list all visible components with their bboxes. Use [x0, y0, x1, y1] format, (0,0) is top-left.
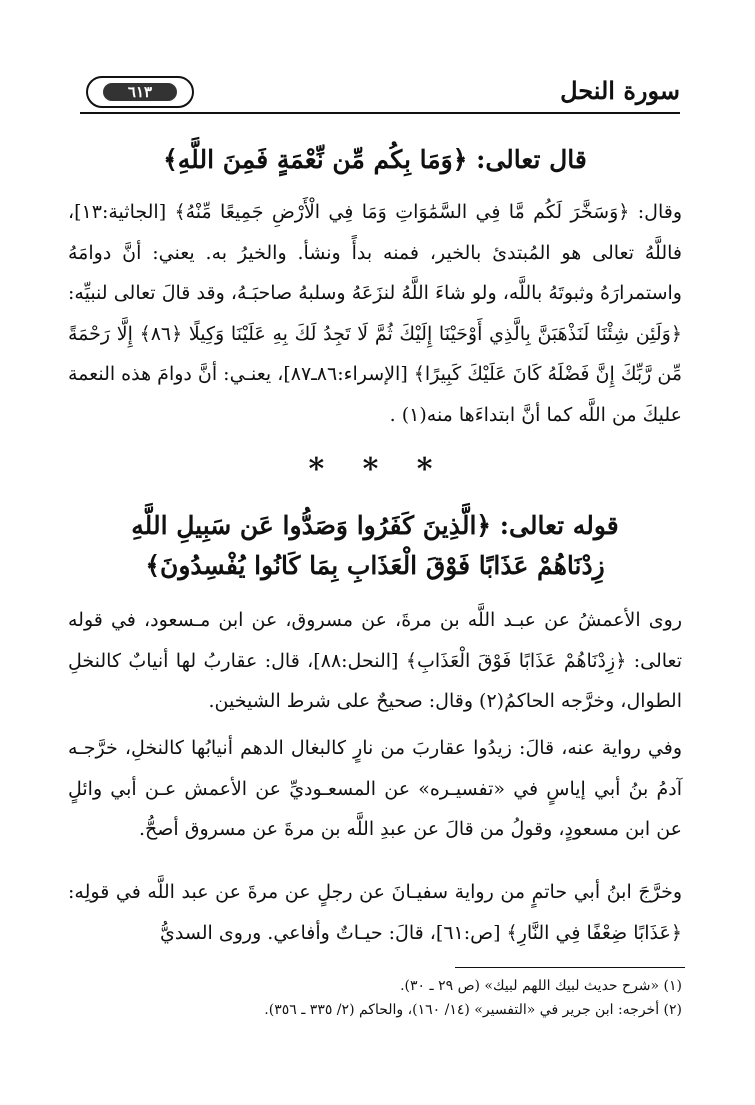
section-separator: * * * [308, 452, 447, 487]
header-divider [80, 112, 680, 114]
footnote-1: (١) «شرح حديث لبيك اللهم لبيك» (ص ٢٩ ـ ٣٠). [400, 978, 682, 994]
section2-heading-line1: قوله تعالى: ﴿الَّذِينَ كَفَرُوا وَصَدُّوا عَن سَبِيلِ اللَّهِ [131, 511, 619, 540]
section2-paragraph-1: روى الأعمشُ عن عبـد اللَّه بن مرةَ، عن مسروق، عن ابن مـسعود، في قوله تعالى: ﴿زِدْنَاهُمْ عَذَابًا فَوْقَ الْعَذَابِ﴾ [النحل:٨٨]، قال: عقاربُ لها أنيابٌ كالنخلِ الطوال، وخرَّجه الحاكمُ(٢) وقال: صحيحٌ على شرط الشيخين. [68, 609, 682, 712]
page-number: ٦١٣ [103, 83, 177, 101]
surah-title: سورة النحل [560, 76, 680, 105]
footnote-2: (٢) أخرجه: ابن جرير في «التفسير» (١٤/ ١٦٠)، والحاكم (٢/ ٣٣٥ ـ ٣٥٦). [264, 1002, 682, 1018]
footnote-divider [455, 967, 685, 968]
section1-heading: قال تعالى: ﴿وَمَا بِكُم مِّن نِّعْمَةٍ فَمِنَ اللَّهِ﴾ [163, 145, 587, 174]
section1-paragraph: وقال: ﴿وَسَخَّرَ لَكُم مَّا فِي السَّمَٰوَاتِ وَمَا فِي الْأَرْضِ جَمِيعًا مِّنْهُ﴾ [الجاثية:١٣]، فاللَّهُ تعالى هو المُبتدئ بالخير، فمنه بدأً ونشأ. والخيرُ به. يعني: أنَّ دوامَهُ واستمرارَهُ وثبوتَهُ باللَّه، ولو شاءَ اللَّهُ لنزَعَهُ وسلبهُ صاحبَـهُ، وقد قالَ تعالى لنبيِّه: ﴿وَلَئِن شِئْنَا لَنَذْهَبَنَّ بِالَّذِي أَوْحَيْنَا إِلَيْكَ ثُمَّ لَا تَجِدُ لَكَ بِهِ عَلَيْنَا وَكِيلًا ﴿٨٦﴾ إِلَّا رَحْمَةً مِّن رَّبِّكَ إِنَّ فَضْلَهُ كَانَ عَلَيْكَ كَبِيرًا﴾ [الإسراء:٨٦ـ٨٧]، يعنـي: أنَّ دوامَ هذه النعمة عليكَ من اللَّه كما أنَّ ابتداءَها منه(١) . [68, 201, 682, 426]
page-number-badge [86, 76, 194, 108]
section2-paragraph-2: وفي رواية عنه، قالَ: زيدُوا عقاربَ من نارٍ كالبغال الدهم أنيابُها كالنخلِ، خرَّجـه آدمُ بنُ أبي إياسٍ في «تفسيـره» عن المسعـوديِّ عن الأعمش عـن أبي وائلٍ عن ابن مسعودٍ، وقولُ من قالَ عن عبدِ اللَّه بن مرةَ عن مسروق أصحُّ. [68, 737, 682, 840]
page-header [80, 72, 680, 118]
section2-paragraph-3: وخرَّجَ ابنُ أبي حاتمٍ من رواية سفيـانَ عن رجلٍ عن مرةَ عن عبد اللَّه في قولِه: ﴿عَذَابًا ضِعْفًا فِي النَّارِ﴾ [ص:٦١]، قالَ: حيـاتٌ وأفاعي. وروى السديُّ [68, 881, 682, 944]
section2-heading-line2: زِدْنَاهُمْ عَذَابًا فَوْقَ الْعَذَابِ بِمَا كَانُوا يُفْسِدُونَ﴾ [145, 551, 605, 580]
